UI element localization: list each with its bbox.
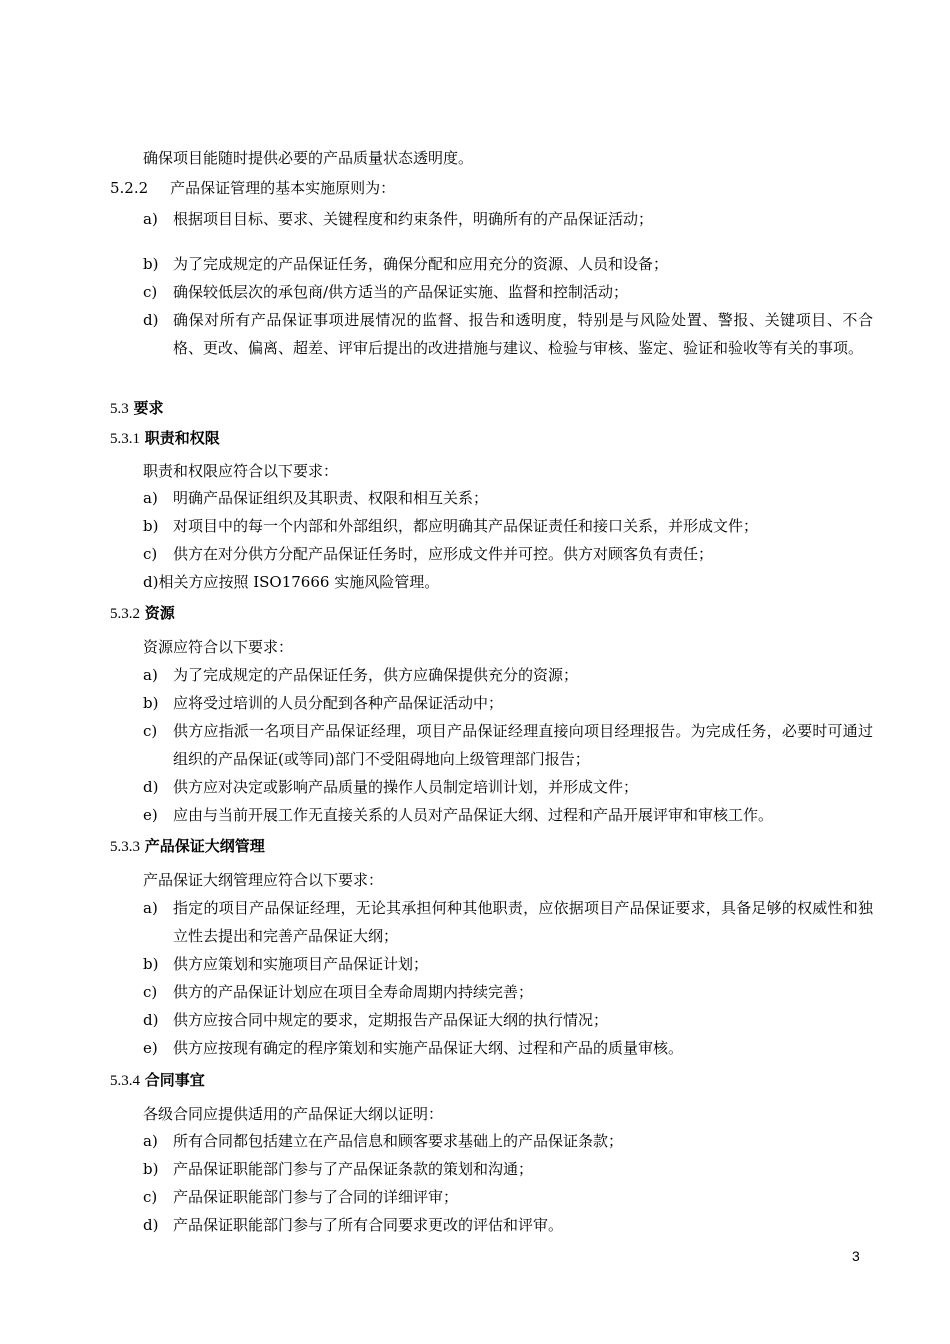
list-marker: b) bbox=[143, 255, 159, 273]
section-title: 职责和权限 bbox=[144, 429, 220, 447]
section-number: 5.3.3 bbox=[110, 839, 140, 855]
list-text: 供方应按现有确定的程序策划和实施产品保证大纲、过程和产品的质量审核。 bbox=[173, 1039, 684, 1057]
section-title: 合同事宜 bbox=[144, 1071, 205, 1089]
list-item bbox=[143, 250, 873, 278]
list-item bbox=[143, 801, 873, 829]
list-text: 供方应对决定或影响产品质量的操作人员制定培训计划，并形成文件； bbox=[173, 778, 639, 796]
list-item bbox=[143, 205, 873, 233]
section-title: 资源 bbox=[144, 604, 175, 622]
list-marker: a) bbox=[143, 1132, 158, 1150]
list-text: 明确产品保证组织及其职责、权限和相互关系； bbox=[173, 489, 489, 507]
list-marker: b) bbox=[143, 694, 159, 712]
list-marker: e) bbox=[143, 806, 158, 824]
list-item bbox=[143, 278, 873, 306]
section-lead: 各级合同应提供适用的产品保证大纲以证明： bbox=[143, 1105, 444, 1123]
section-lead: 资源应符合以下要求： bbox=[143, 638, 294, 656]
list-item bbox=[143, 306, 873, 362]
list-text: 产品保证职能部门参与了所有合同要求更改的评估和评审。 bbox=[173, 1216, 564, 1234]
list-marker: c) bbox=[143, 283, 158, 301]
list-text: 确保对所有产品保证事项进展情况的监督、报告和透明度，特别是与风险处置、警报、关键项目、不合格、更改、偏离、超差、评审后提出的改进措施与建议、检验与审核、鉴定、验证和验收等有关的事项。 bbox=[173, 311, 873, 357]
section-heading-5-3-4 bbox=[110, 1070, 205, 1091]
clause-number: 5.2.2 bbox=[110, 179, 149, 197]
extra-item: d)相关方应按照 ISO17666 实施风险管理。 bbox=[143, 573, 440, 591]
list-marker: d) bbox=[143, 311, 159, 329]
list-text: 供方应指派一名项目产品保证经理，项目产品保证经理直接向项目经理报告。为完成任务，必要时可通过组织的产品保证(或等同)部门不受阻碍地向上级管理部门报告； bbox=[173, 722, 873, 768]
list-item bbox=[143, 1006, 873, 1034]
list-marker: d) bbox=[143, 1216, 159, 1234]
section-heading-5-3-3 bbox=[110, 836, 265, 857]
section-heading-5-3-1 bbox=[110, 428, 220, 449]
intro-line: 确保项目能随时提供必要的产品质量状态透明度。 bbox=[143, 149, 474, 167]
section-number: 5.3 bbox=[110, 401, 129, 417]
list-marker: a) bbox=[143, 899, 158, 917]
list-item bbox=[143, 1127, 873, 1155]
list-item bbox=[143, 689, 873, 717]
list-text: 为了完成规定的产品保证任务，确保分配和应用充分的资源、人员和设备； bbox=[173, 255, 669, 273]
clause-text: 产品保证管理的基本实施原则为： bbox=[170, 179, 396, 197]
list-text: 供方在对分供方分配产品保证任务时，应形成文件并可控。供方对顾客负有责任； bbox=[173, 545, 714, 563]
list-text: 确保较低层次的承包商/供方适当的产品保证实施、监督和控制活动； bbox=[173, 283, 629, 301]
list-text: 产品保证职能部门参与了合同的详细评审； bbox=[173, 1188, 459, 1206]
list-marker: d) bbox=[143, 778, 159, 796]
list-text: 应将受过培训的人员分配到各种产品保证活动中； bbox=[173, 694, 504, 712]
list-text: 为了完成规定的产品保证任务，供方应确保提供充分的资源； bbox=[173, 666, 579, 684]
list-text: 供方应策划和实施项目产品保证计划； bbox=[173, 955, 429, 973]
list-marker: c) bbox=[143, 1188, 158, 1206]
list-item bbox=[143, 540, 873, 568]
list-item bbox=[143, 773, 873, 801]
list-marker: c) bbox=[143, 983, 158, 1001]
section-lead: 职责和权限应符合以下要求： bbox=[143, 462, 339, 480]
section-number: 5.3.4 bbox=[110, 1073, 140, 1089]
list-text: 对项目中的每一个内部和外部组织，都应明确其产品保证责任和接口关系，并形成文件； bbox=[173, 517, 759, 535]
section-heading-5-3-2 bbox=[110, 603, 175, 624]
list-item bbox=[143, 1034, 873, 1062]
list-item bbox=[143, 894, 873, 950]
list-item bbox=[143, 1211, 873, 1239]
section-number: 5.3.2 bbox=[110, 606, 140, 622]
list-marker: e) bbox=[143, 1039, 158, 1057]
list-marker: a) bbox=[143, 489, 158, 507]
list-text: 指定的项目产品保证经理，无论其承担何种其他职责，应依据项目产品保证要求，具备足够的权威性和独立性去提出和完善产品保证大纲； bbox=[173, 899, 873, 945]
list-text: 应由与当前开展工作无直接关系的人员对产品保证大纲、过程和产品开展评审和审核工作。 bbox=[173, 806, 774, 824]
list-item bbox=[143, 512, 873, 540]
page-number: 3 bbox=[852, 1248, 860, 1264]
list-item bbox=[143, 717, 873, 773]
list-text: 供方的产品保证计划应在项目全寿命周期内持续完善； bbox=[173, 983, 534, 1001]
list-marker: d) bbox=[143, 1011, 159, 1029]
list-item bbox=[143, 1155, 873, 1183]
list-item bbox=[143, 1183, 873, 1211]
list-marker: a) bbox=[143, 666, 158, 684]
section-number: 5.3.1 bbox=[110, 431, 140, 447]
list-text: 产品保证职能部门参与了产品保证条款的策划和沟通； bbox=[173, 1160, 534, 1178]
section-title: 产品保证大纲管理 bbox=[144, 837, 265, 855]
list-marker: c) bbox=[143, 545, 158, 563]
clause-5-2-2 bbox=[110, 178, 395, 198]
list-marker: a) bbox=[143, 210, 158, 228]
list-item bbox=[143, 978, 873, 1006]
list-text: 所有合同都包括建立在产品信息和顾客要求基础上的产品保证条款； bbox=[173, 1132, 624, 1150]
list-item bbox=[143, 950, 873, 978]
list-text: 供方应按合同中规定的要求，定期报告产品保证大纲的执行情况； bbox=[173, 1011, 609, 1029]
list-marker: c) bbox=[143, 722, 158, 740]
list-text: 根据项目目标、要求、关键程度和约束条件，明确所有的产品保证活动； bbox=[173, 210, 654, 228]
list-marker: b) bbox=[143, 1160, 159, 1178]
list-marker: b) bbox=[143, 517, 159, 535]
list-item bbox=[143, 661, 873, 689]
section-title: 要求 bbox=[133, 399, 164, 417]
list-item bbox=[143, 484, 873, 512]
list-marker: b) bbox=[143, 955, 159, 973]
section-lead: 产品保证大纲管理应符合以下要求： bbox=[143, 871, 384, 889]
section-heading-5-3 bbox=[110, 398, 164, 419]
